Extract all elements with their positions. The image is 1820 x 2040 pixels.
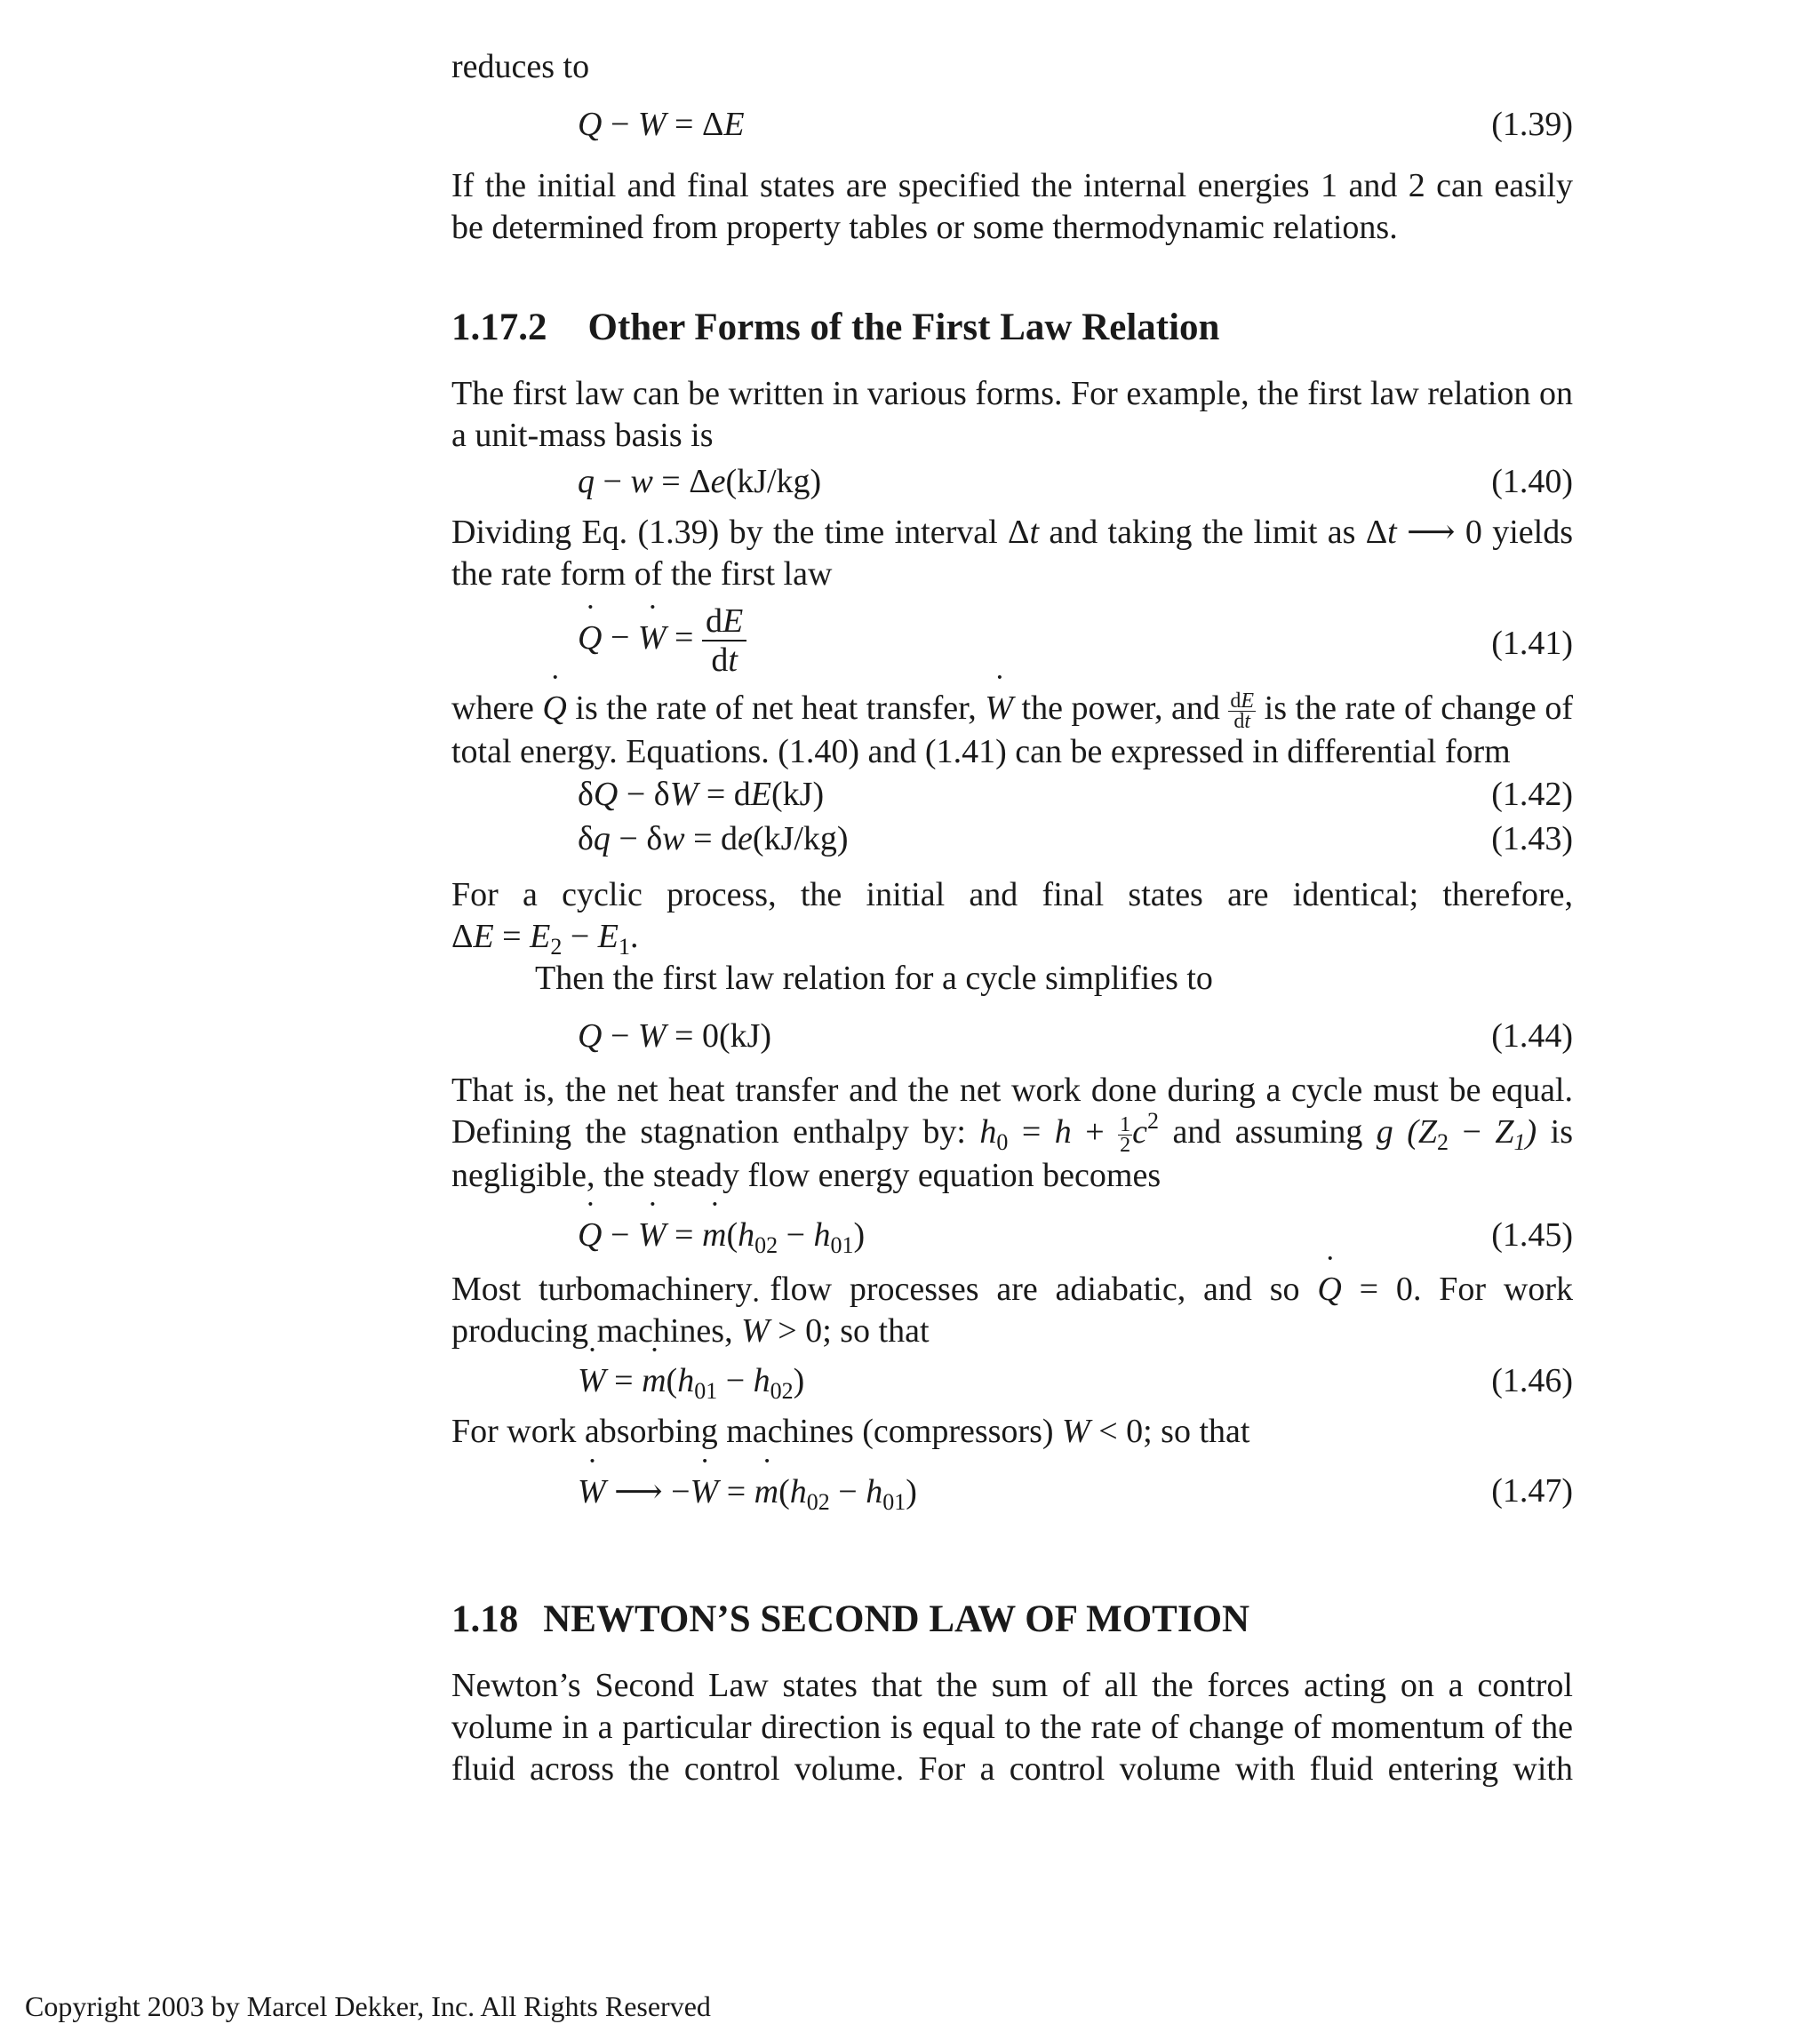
paragraph-text: Most turbomachinery flow processes are adiabatic, and so ˙ Q = 0. For work producing machines, ˙ W > 0; so that xyxy=(451,1269,1573,1352)
section-number: 1.18 xyxy=(451,1598,519,1640)
paragraph-text: Newton’s Second Law states that the sum of all the forces acting on a control volume in a particular direction is equal to the rate of change of momentum of the fluid across the control volume. For a control volume with fluid entering with xyxy=(451,1667,1573,1788)
paragraph-initial-final xyxy=(451,165,1573,249)
equation-1-40 xyxy=(578,462,1573,506)
equation-number: (1.45) xyxy=(1491,1216,1573,1254)
paragraph-absorbing xyxy=(451,1411,1573,1453)
section-number: 1.17.2 xyxy=(451,307,547,348)
equation-1-45 xyxy=(578,1215,1573,1260)
paragraph-text: For a cyclic process, the initial and final states are identical; therefore, xyxy=(451,876,1573,913)
equation-1-44-formula: Q − W = 0(kJ) xyxy=(578,1017,772,1055)
equation-1-41 xyxy=(578,602,1573,691)
equation-1-47-formula: ˙ W ⟶ −˙ W = ˙ $m(h_{02} - h_{01})$ xyxy=(578,1471,917,1511)
paragraph-dividing xyxy=(451,512,1573,595)
equation-1-44 xyxy=(578,1016,1573,1061)
paragraph-most xyxy=(451,1269,1573,1352)
equation-number: (1.40) xyxy=(1491,463,1573,500)
equation-1-40-formula: q − w = Δe(kJ/kg) xyxy=(578,463,822,500)
copyright-notice: Copyright 2003 by Marcel Dekker, Inc. All Rights Reserved xyxy=(25,1990,711,2022)
section-title: Other Forms of the First Law Relation xyxy=(587,307,1220,348)
section-title: NEWTON’S SECOND LAW OF MOTION xyxy=(543,1598,1250,1640)
paragraph-cyclic xyxy=(451,874,1573,958)
paragraph-text: If the initial and final states are specified the internal energies 1 and 2 can easily be determined from property tables or some thermodynamic relations. xyxy=(451,167,1573,246)
equation-1-41-formula: ˙ Q − ˙ W = $\frac{dE}{dt}$ xyxy=(578,602,746,679)
paragraph-text: where ˙ Q is the rate of net heat transfer, ˙ W the power, and $\frac{dE}{dt}$ is the rate of change of total energy. Equations. (1.40) and (1.41) can be expressed in differential form xyxy=(451,688,1573,773)
equation-1-43-formula: δq − δw = de(kJ/kg) xyxy=(578,820,849,857)
paragraph-where xyxy=(451,688,1573,773)
equation-1-46 xyxy=(578,1361,1573,1406)
equation-number: (1.47) xyxy=(1491,1472,1573,1510)
equation-1-39 xyxy=(578,105,1573,149)
equation-1-46-formula: ˙ W = ˙ $m(h_{01} - h_{02})$ xyxy=(578,1361,804,1400)
section-heading-1-17-2 xyxy=(451,306,1219,349)
equation-number: (1.39) xyxy=(1491,106,1573,143)
equation-number: (1.41) xyxy=(1491,625,1573,662)
section-heading-1-18 xyxy=(451,1598,1249,1641)
equation-number: (1.42) xyxy=(1491,776,1573,813)
paragraph-newton xyxy=(451,1665,1573,1790)
paragraph-that-is xyxy=(451,1070,1573,1197)
paragraph-text: The first law can be written in various forms. For example, the first law relation on a unit-mass basis is xyxy=(451,375,1573,454)
equation-1-45-formula: ˙ Q − ˙ W = ˙ $m(h_{02} - h_{01})$ xyxy=(578,1215,865,1255)
paragraph-text: That is, the net heat transfer and the net work done during a cycle must be equal. Defining the stagnation enthalpy by: $h_0 = h$ + $\frac{1}{2}$ $c^2$ and assuming g $(Z_2 - Z_1)$ is negligible, the steady flow energy equation becomes xyxy=(451,1072,1573,1194)
paragraph-intro xyxy=(451,373,1573,457)
equation-1-43 xyxy=(578,819,1573,864)
equation-number: (1.46) xyxy=(1491,1362,1573,1399)
equation-1-42 xyxy=(578,775,1573,819)
reduces-to-text: reduces to xyxy=(451,48,590,85)
formula-line: $\Delta E = E_2 - E_1$. xyxy=(451,918,639,960)
paragraph-text: For work absorbing machines (compressors) W < 0; so that xyxy=(451,1413,1250,1450)
equation-1-42-formula: δQ − δW = dE(kJ) xyxy=(578,776,825,813)
equation-1-39-formula: Q − W = ΔE xyxy=(578,106,745,143)
paragraph-then xyxy=(535,958,1573,1000)
equation-number: (1.43) xyxy=(1491,820,1573,857)
paragraph-text: Then the first law relation for a cycle simplifies to xyxy=(535,960,1213,997)
equation-1-47 xyxy=(578,1471,1573,1516)
equation-number: (1.44) xyxy=(1491,1017,1573,1055)
paragraph-text: Dividing Eq. (1.39) by the time interval Δt and taking the limit as Δt ⟶ 0 yields the rate form of the first law xyxy=(451,514,1573,593)
text-reduces-to xyxy=(451,46,1573,88)
